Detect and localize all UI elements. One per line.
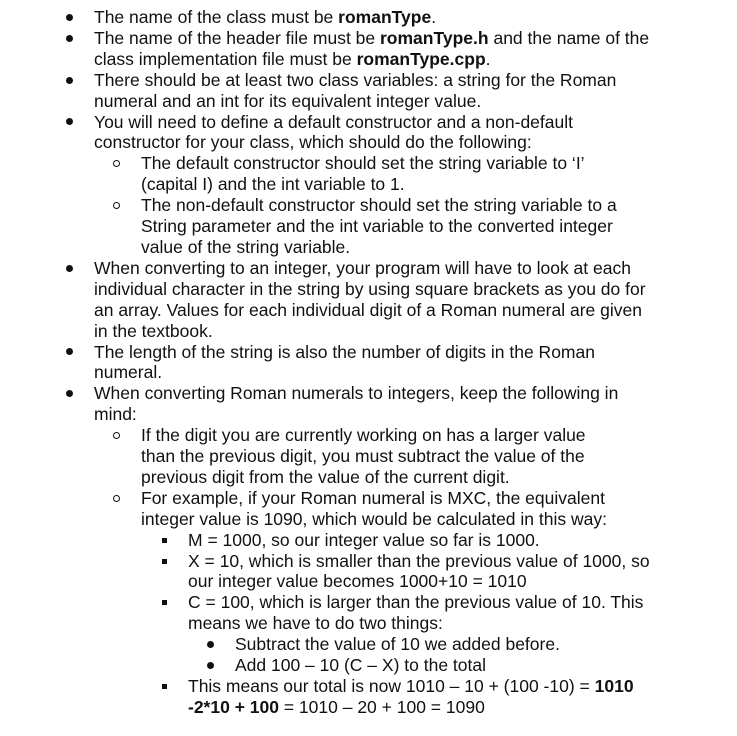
item-text: .	[485, 48, 491, 69]
sub-step-text: Add 100 – 10 (C – X) to the total	[235, 655, 486, 676]
sub-list	[94, 153, 654, 258]
bullet-icon	[207, 655, 214, 676]
sub-list	[94, 425, 654, 718]
total-formula-bold: 1010 -2*10 + 100	[188, 676, 634, 717]
sub-steps-list	[188, 634, 658, 676]
item-text: There should be at least two class variables: a string for the Roman numeral and an int for its equivalent integer value.	[94, 69, 617, 111]
list-item	[0, 7, 654, 28]
example-steps-list	[141, 529, 650, 718]
step-text: M = 1000, so our integer value so far is 1000.	[188, 529, 540, 550]
sub-step-text: Subtract the value of 10 we added before.	[235, 634, 560, 655]
list-item	[0, 28, 654, 70]
list-item	[0, 258, 654, 342]
step-item	[141, 551, 658, 593]
class-name-bold: romanType	[338, 7, 432, 27]
square-bullet-icon	[160, 592, 167, 613]
bullet-icon	[66, 258, 73, 279]
square-bullet-icon	[160, 551, 167, 572]
header-file-bold: romanType.h	[380, 27, 489, 48]
item-text: When converting Roman numerals to integers, keep the following in mind:	[94, 383, 619, 425]
sub-list-item	[94, 425, 621, 488]
square-bullet-icon	[160, 676, 167, 697]
sub-list-item	[94, 195, 621, 258]
sub-list-item	[94, 487, 650, 718]
item-text: and the name of the class implementation file must be	[94, 27, 650, 69]
bullet-icon	[66, 28, 73, 49]
step-text: This means our total is now 1010 – 10 + (100 -10) =	[188, 676, 595, 696]
step-text: C = 100, which is larger than the previous value of 10. This means we have to do two things:	[188, 592, 644, 634]
sub-item-text: If the digit you are currently working on has a larger value than the previous digit, you must subtract the value of the previous digit from the value of the current digit.	[141, 425, 586, 487]
item-text: .	[431, 7, 437, 27]
step-text: = 1010 – 20 + 100 = 1090	[278, 696, 485, 717]
item-text: When converting to an integer, your program will have to look at each individual character in the string by using square brackets as you do for an array. Values for each individual digit of a Roman numeral are given in the textbook.	[94, 257, 646, 341]
bullet-icon	[66, 70, 73, 91]
circle-bullet-icon	[113, 153, 120, 174]
impl-file-bold: romanType.cpp	[356, 48, 486, 69]
step-item	[141, 530, 658, 551]
step-item	[141, 676, 658, 718]
bullet-icon	[207, 634, 214, 655]
bullet-icon	[66, 342, 73, 363]
sub-item-text: For example, if your Roman numeral is MXC, the equivalent integer value is 1090, which would be calculated in this way:	[141, 487, 607, 529]
circle-bullet-icon	[113, 488, 120, 509]
item-text: The length of the string is also the number of digits in the Roman numeral.	[94, 341, 595, 383]
step-item	[141, 592, 658, 676]
list-item	[0, 112, 654, 258]
list-item	[0, 342, 654, 384]
step-text: X = 10, which is smaller than the previous value of 1000, so our integer value becomes 1000+10 = 1010	[188, 550, 650, 592]
requirements-list	[0, 7, 737, 718]
sub-item-text: The non-default constructor should set the string variable to a String parameter and the int variable to the converted integer value of the string variable.	[141, 195, 617, 257]
bullet-icon	[66, 383, 73, 404]
bullet-icon	[66, 7, 73, 28]
item-text: You will need to define a default constructor and a non-default constructor for your class, which should do the following:	[94, 111, 573, 153]
list-item	[0, 383, 654, 718]
circle-bullet-icon	[113, 425, 120, 446]
sub-step-item	[188, 634, 615, 655]
item-text: The name of the class must be	[94, 7, 339, 27]
square-bullet-icon	[160, 530, 167, 551]
bullet-icon	[66, 112, 73, 133]
sub-step-item	[188, 655, 615, 676]
sub-list-item	[94, 153, 621, 195]
sub-item-text: The default constructor should set the string variable to ‘I’ (capital I) and the int variable to 1.	[141, 153, 584, 195]
list-item	[0, 70, 654, 112]
document-page	[0, 7, 737, 718]
item-text: The name of the header file must be	[94, 27, 380, 48]
circle-bullet-icon	[113, 195, 120, 216]
